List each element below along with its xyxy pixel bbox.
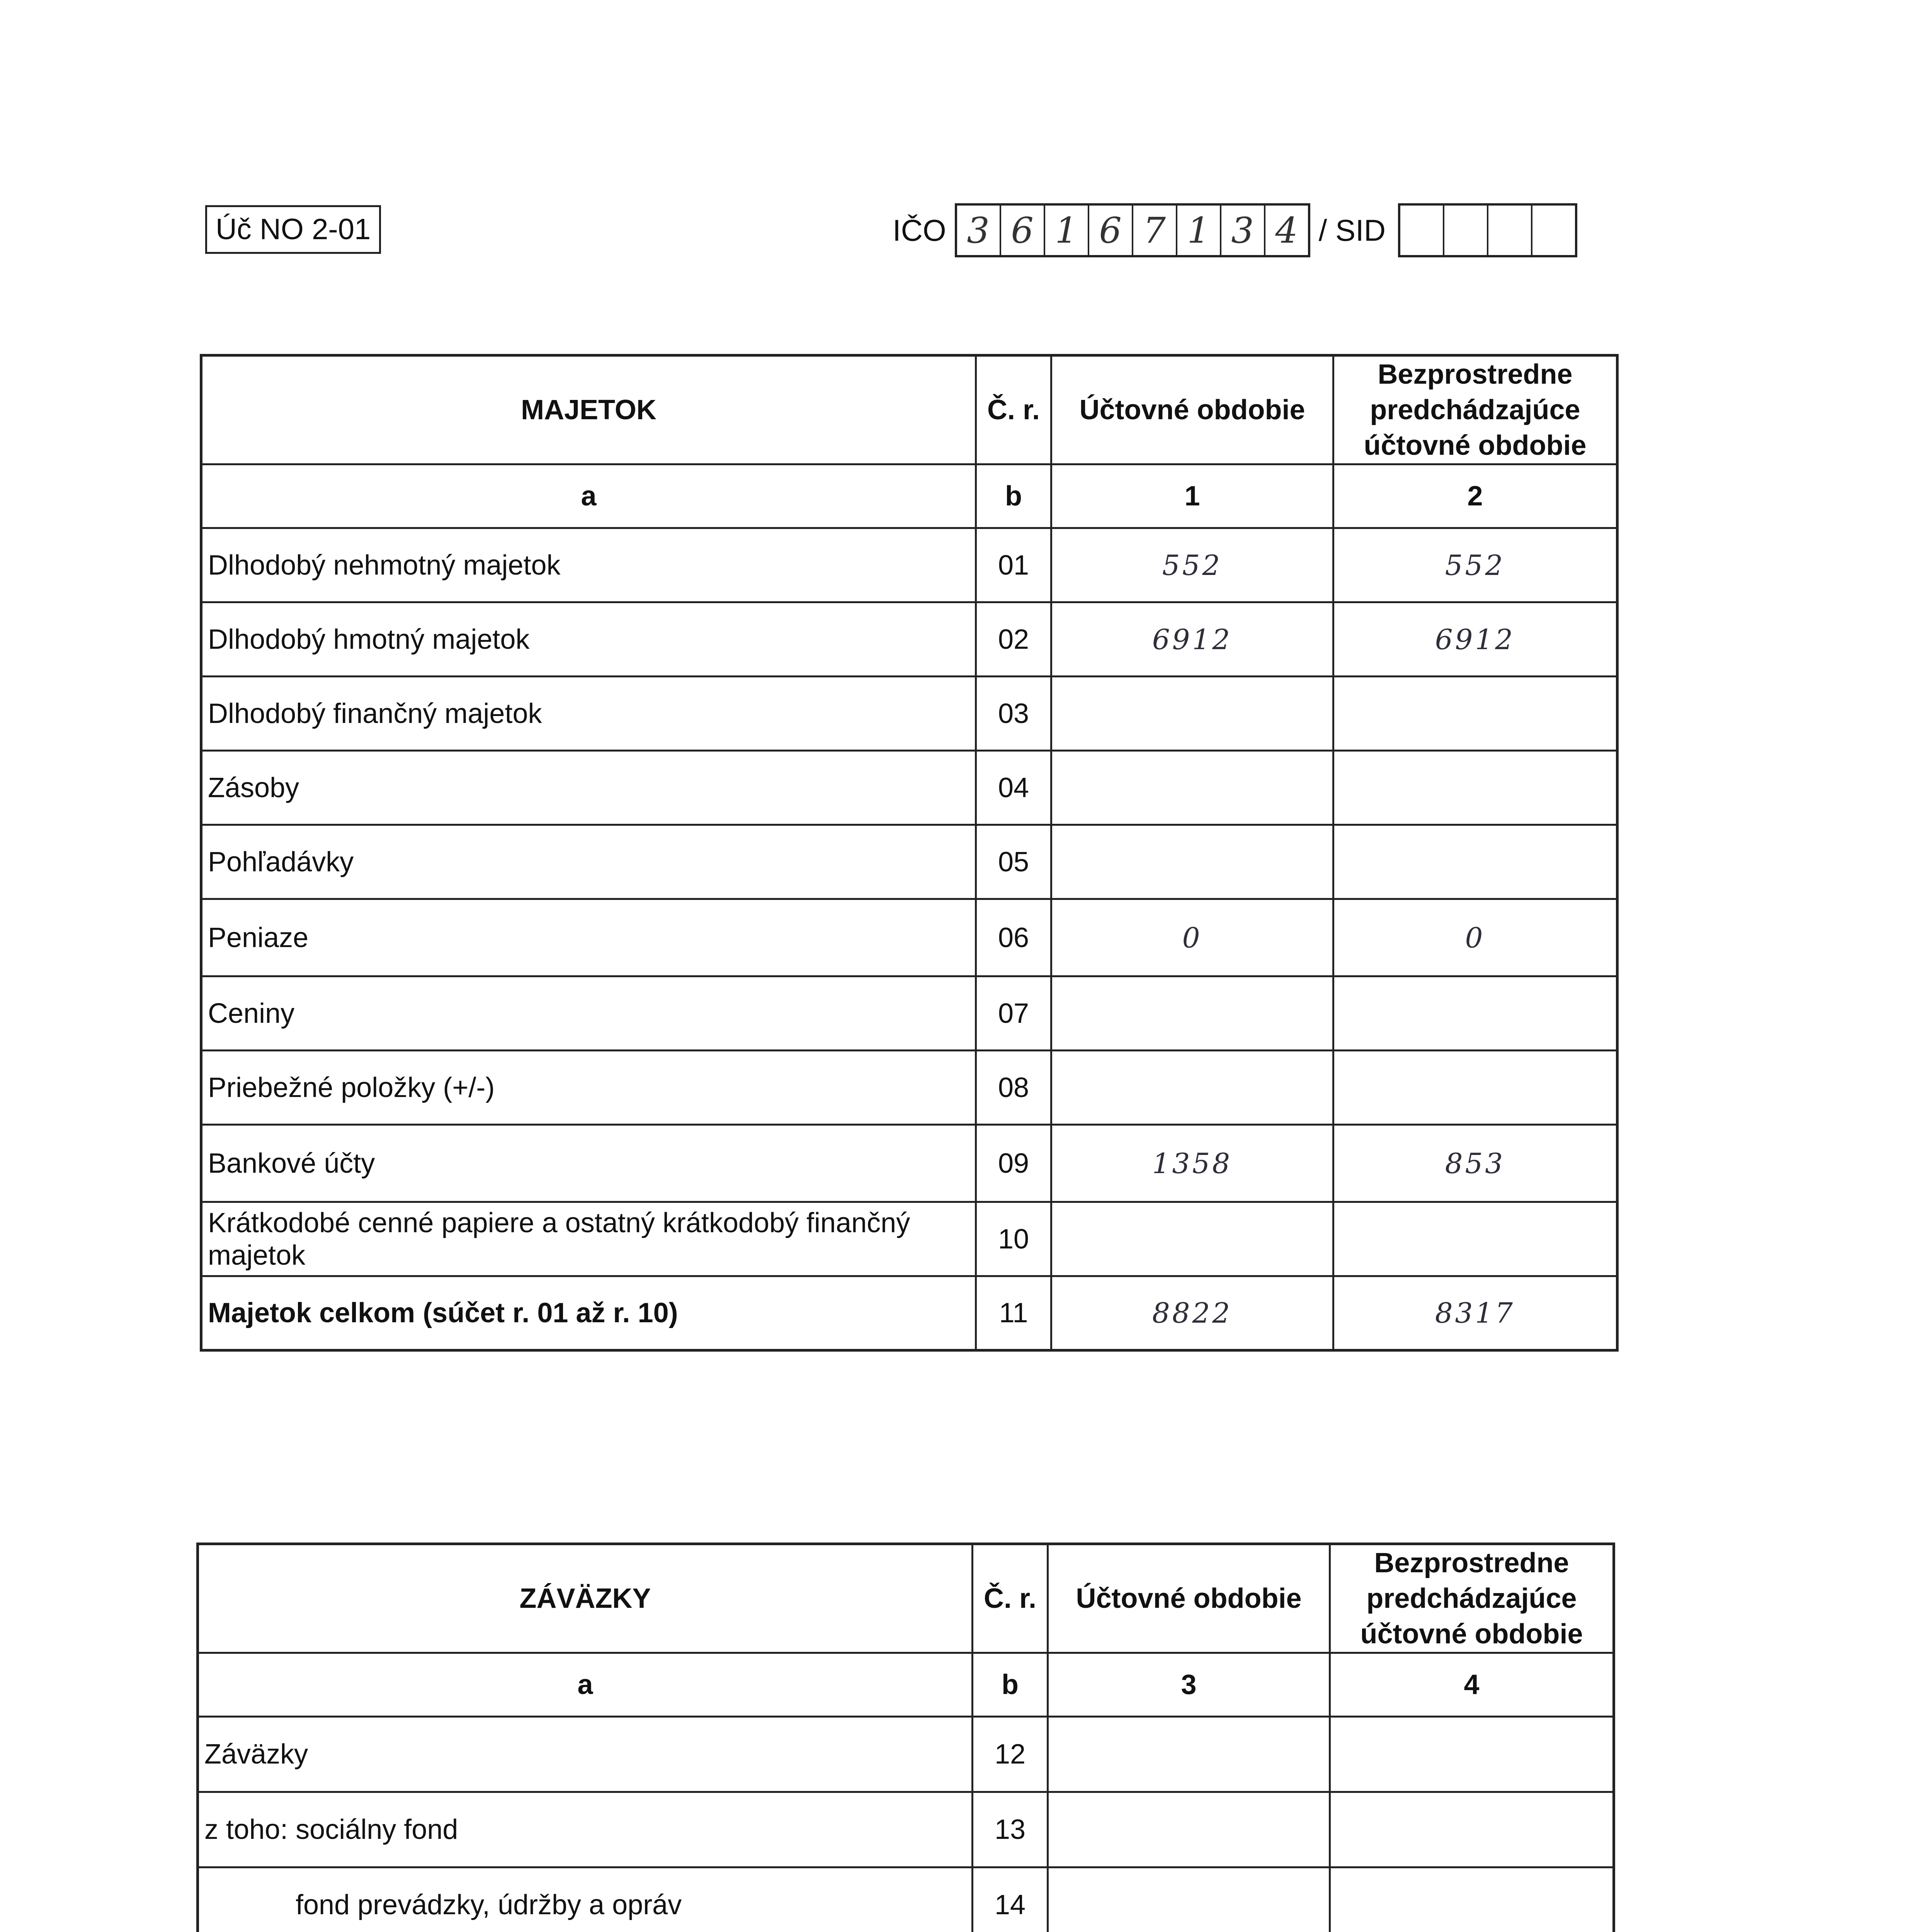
liabilities-col-previous: Bezprostredne predchádzajúce účtovné obdobie xyxy=(1330,1544,1614,1653)
liabilities-sub-b: b xyxy=(973,1653,1048,1717)
row-label: Bankové účty xyxy=(201,1125,976,1202)
table-row xyxy=(201,1202,1617,1276)
previous-value[interactable] xyxy=(1333,976,1617,1051)
row-label: Krátkodobé cenné papiere a ostatný krátkodobý finančný majetok xyxy=(201,1202,976,1276)
row-number: 11 xyxy=(976,1276,1051,1350)
row-number: 03 xyxy=(976,677,1051,751)
assets-col-nr: Č. r. xyxy=(976,355,1051,464)
sid-digit[interactable] xyxy=(1400,206,1443,255)
assets-sub-a: a xyxy=(201,464,976,528)
assets-col-title: MAJETOK xyxy=(201,355,976,464)
ico-digit[interactable]: 1 xyxy=(1176,206,1220,255)
row-label: Dlhodobý hmotný majetok xyxy=(201,602,976,677)
liabilities-col-title: ZÁVÄZKY xyxy=(198,1544,973,1653)
row-label: Dlhodobý nehmotný majetok xyxy=(201,528,976,602)
ico-digit[interactable]: 3 xyxy=(1220,206,1264,255)
ico-digit[interactable]: 6 xyxy=(1000,206,1044,255)
row-number: 10 xyxy=(976,1202,1051,1276)
ico-digit[interactable]: 4 xyxy=(1264,206,1308,255)
row-number: 14 xyxy=(973,1867,1048,1932)
row-number: 01 xyxy=(976,528,1051,602)
current-value[interactable] xyxy=(1048,1867,1330,1932)
liabilities-sub-a: a xyxy=(198,1653,973,1717)
current-value[interactable]: 1358 xyxy=(1051,1125,1333,1202)
previous-value[interactable]: 853 xyxy=(1333,1125,1617,1202)
previous-value[interactable] xyxy=(1330,1717,1614,1792)
table-row xyxy=(198,1792,1614,1867)
current-value[interactable]: 8822 xyxy=(1051,1276,1333,1350)
row-label: z toho: sociálny fond xyxy=(198,1792,973,1867)
assets-table xyxy=(200,354,1619,1352)
previous-value[interactable] xyxy=(1333,1202,1617,1276)
table-row xyxy=(201,677,1617,751)
row-number: 07 xyxy=(976,976,1051,1051)
current-value[interactable] xyxy=(1048,1792,1330,1867)
sid-digit[interactable] xyxy=(1443,206,1487,255)
ico-digit[interactable]: 3 xyxy=(967,209,990,251)
row-number: 02 xyxy=(976,602,1051,677)
current-value[interactable]: 0 xyxy=(1051,899,1333,976)
current-value[interactable]: 6912 xyxy=(1051,602,1333,677)
liabilities-col-nr: Č. r. xyxy=(973,1544,1048,1653)
previous-value[interactable]: 0 xyxy=(1333,899,1617,976)
form-code: Úč NO 2-01 xyxy=(205,205,381,254)
row-label: Záväzky xyxy=(198,1717,973,1792)
ico-digit[interactable]: 6 xyxy=(1088,206,1132,255)
current-value[interactable] xyxy=(1051,751,1333,825)
liabilities-subheader-row xyxy=(198,1653,1614,1717)
assets-sub-1: 1 xyxy=(1051,464,1333,528)
previous-value[interactable] xyxy=(1333,825,1617,899)
row-number: 04 xyxy=(976,751,1051,825)
table-row-total xyxy=(201,1276,1617,1350)
row-number: 13 xyxy=(973,1792,1048,1867)
current-value[interactable] xyxy=(1051,825,1333,899)
previous-value[interactable]: 8317 xyxy=(1333,1276,1617,1350)
ico-boxes xyxy=(955,203,1310,257)
liabilities-col-current: Účtovné obdobie xyxy=(1048,1544,1330,1653)
sid-digit[interactable] xyxy=(1531,206,1575,255)
row-number: 09 xyxy=(976,1125,1051,1202)
row-label: Ceniny xyxy=(201,976,976,1051)
current-value[interactable] xyxy=(1051,976,1333,1051)
previous-value[interactable] xyxy=(1330,1867,1614,1932)
assets-header-row xyxy=(201,355,1617,464)
current-value[interactable]: 552 xyxy=(1051,528,1333,602)
current-value[interactable] xyxy=(1048,1717,1330,1792)
current-value[interactable] xyxy=(1051,677,1333,751)
ico-digit[interactable]: 7 xyxy=(1132,206,1176,255)
assets-col-previous: Bezprostredne predchádzajúce účtovné obdobie xyxy=(1333,355,1617,464)
table-row xyxy=(201,899,1617,976)
table-row xyxy=(201,1051,1617,1125)
current-value[interactable] xyxy=(1051,1051,1333,1125)
previous-value[interactable] xyxy=(1330,1792,1614,1867)
row-label: Majetok celkom (súčet r. 01 až r. 10) xyxy=(201,1276,976,1350)
row-label: Zásoby xyxy=(201,751,976,825)
row-label: fond prevádzky, údržby a opráv xyxy=(198,1867,973,1932)
table-row xyxy=(201,976,1617,1051)
table-row xyxy=(201,528,1617,602)
table-row xyxy=(201,825,1617,899)
ico-digit[interactable]: 1 xyxy=(1044,206,1088,255)
sid-digit[interactable] xyxy=(1487,206,1531,255)
assets-sub-2: 2 xyxy=(1333,464,1617,528)
row-number: 12 xyxy=(973,1717,1048,1792)
previous-value[interactable] xyxy=(1333,1051,1617,1125)
previous-value[interactable] xyxy=(1333,751,1617,825)
assets-subheader-row xyxy=(201,464,1617,528)
row-number: 06 xyxy=(976,899,1051,976)
liabilities-header-row xyxy=(198,1544,1614,1653)
liabilities-table xyxy=(196,1543,1615,1932)
previous-value[interactable]: 6912 xyxy=(1333,602,1617,677)
sid-boxes xyxy=(1398,203,1577,257)
previous-value[interactable]: 552 xyxy=(1333,528,1617,602)
row-label: Pohľadávky xyxy=(201,825,976,899)
row-label: Dlhodobý finančný majetok xyxy=(201,677,976,751)
liabilities-sub-4: 4 xyxy=(1330,1653,1614,1717)
current-value[interactable] xyxy=(1051,1202,1333,1276)
row-number: 05 xyxy=(976,825,1051,899)
row-number: 08 xyxy=(976,1051,1051,1125)
ico-section xyxy=(893,203,1577,257)
previous-value[interactable] xyxy=(1333,677,1617,751)
table-row xyxy=(198,1717,1614,1792)
table-row xyxy=(201,1125,1617,1202)
table-row xyxy=(201,602,1617,677)
table-row xyxy=(198,1867,1614,1932)
sid-label: / SID xyxy=(1318,213,1386,247)
row-label: Priebežné položky (+/-) xyxy=(201,1051,976,1125)
ico-label: IČO xyxy=(893,213,946,247)
assets-sub-b: b xyxy=(976,464,1051,528)
liabilities-sub-3: 3 xyxy=(1048,1653,1330,1717)
assets-col-current: Účtovné obdobie xyxy=(1051,355,1333,464)
row-label: Peniaze xyxy=(201,899,976,976)
table-row xyxy=(201,751,1617,825)
